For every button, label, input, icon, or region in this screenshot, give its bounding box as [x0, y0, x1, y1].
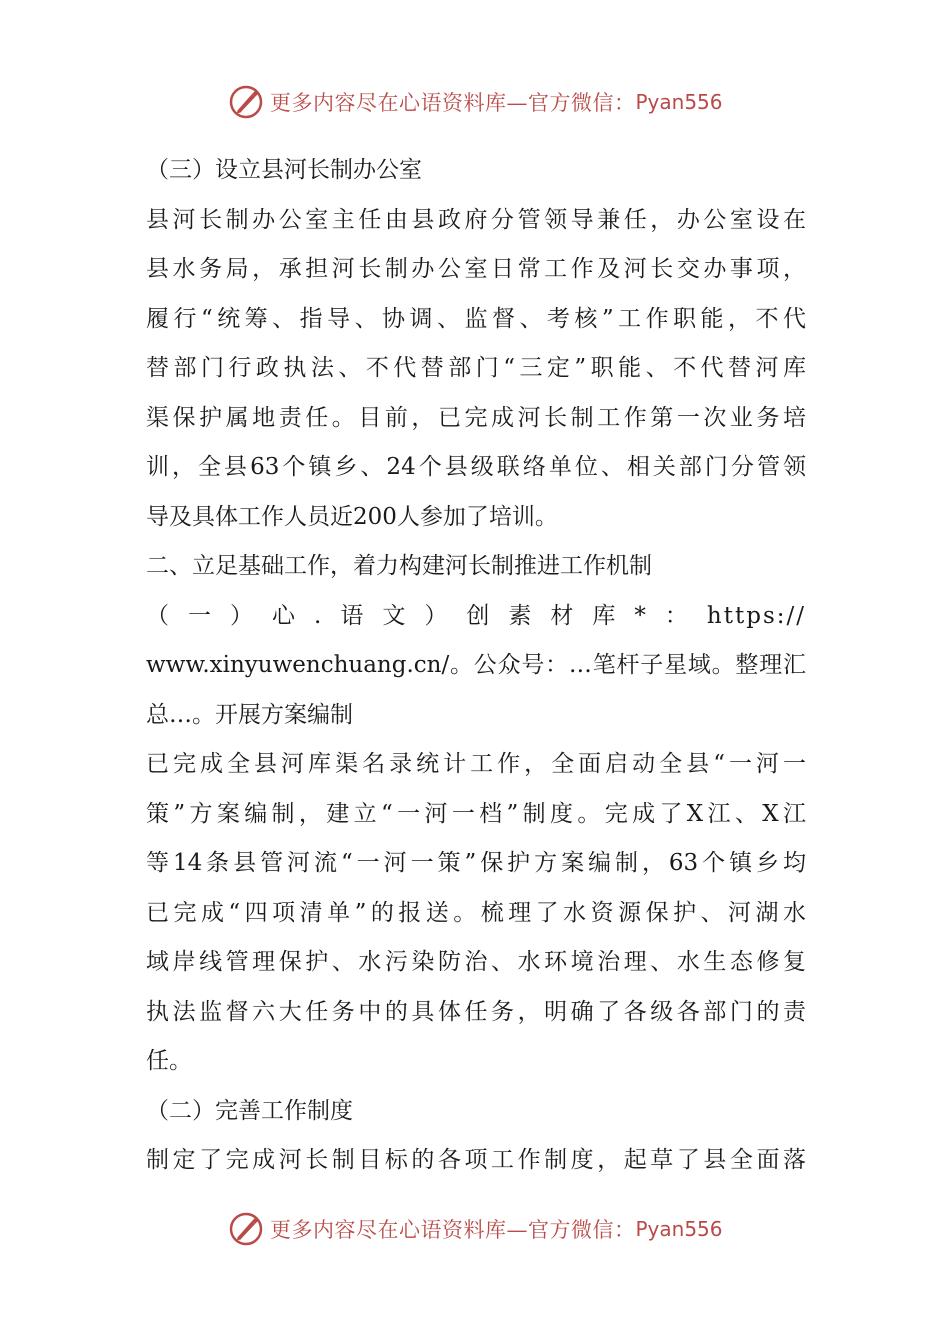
paragraph-line: 策”方案编制，建立“一河一档”制度。完成了X江、X江 [146, 800, 806, 827]
paragraph-line: 训，全县63个镇乡、24个县级联络单位、相关部门分管领 [146, 454, 806, 480]
watermark-text: 更多内容尽在心语资料库—官方微信： [270, 91, 636, 115]
watermark-text: 更多内容尽在心语资料库—官方微信： [270, 1218, 636, 1242]
paragraph-line: 制定了完成河长制目标的各项工作制度，起草了县全面落 [146, 1147, 806, 1173]
document-body [146, 146, 806, 1186]
paragraph-line: 等14条县管河流“一河一策”保护方案编制，63个镇乡均 [146, 850, 806, 876]
paragraph-line: （一）心.语文）创素材库*：https:// [146, 602, 806, 629]
watermark-banner-bottom [228, 1207, 788, 1251]
paragraph-line: 县水务局，承担河长制办公室日常工作及河长交办事项， [146, 256, 806, 282]
section-heading: （三）设立县河长制办公室 [146, 157, 422, 183]
paragraph-line: 已完成“四项清单”的报送。梳理了水资源保护、河湖水 [146, 899, 806, 926]
section-heading: （二）完善工作制度 [146, 1097, 353, 1124]
paragraph-line: 渠保护属地责任。目前，已完成河长制工作第一次业务培 [146, 404, 806, 431]
section-heading: 二、立足基础工作，着力构建河长制推进工作机制 [146, 553, 652, 579]
watermark-wechat-id: Pyan556 [635, 90, 723, 114]
paragraph-line: 已完成全县河库渠名录统计工作，全面启动全县“一河一 [146, 751, 806, 777]
pen-logo-icon [228, 84, 264, 120]
paragraph-line: 县河长制办公室主任由县政府分管领导兼任，办公室设在 [146, 206, 806, 233]
paragraph-line: www.xinyuwenchuang.cn/。公众号：…笔杆子星域。整理汇 [146, 652, 806, 678]
paragraph-line: 执法监督六大任务中的具体任务，明确了各级各部门的责 [146, 998, 806, 1025]
watermark-wechat-id: Pyan556 [635, 1217, 723, 1241]
pen-logo-icon [228, 1211, 264, 1247]
watermark-banner-top [228, 80, 788, 124]
paragraph-line: 履行“统筹、指导、协调、监督、考核”工作职能，不代 [146, 305, 806, 332]
paragraph-line: 导及具体工作人员近200人参加了培训。 [146, 503, 558, 530]
paragraph-line: 总…。开展方案编制 [146, 701, 353, 728]
paragraph-line: 域岸线管理保护、水污染防治、水环境治理、水生态修复 [146, 949, 806, 975]
paragraph-line: 替部门行政执法、不代替部门“三定”职能、不代替河库 [146, 355, 806, 381]
paragraph-line: 任。 [146, 1048, 192, 1074]
